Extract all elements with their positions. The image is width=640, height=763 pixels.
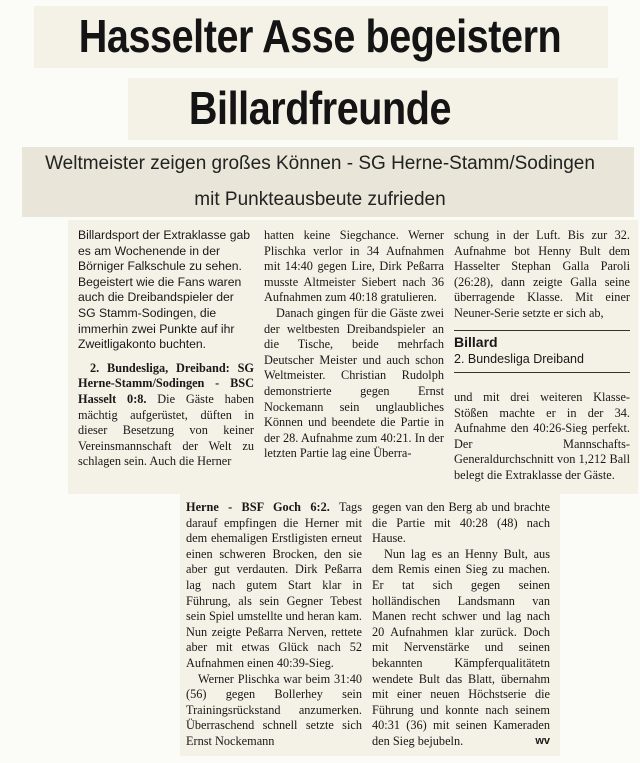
article-column-4 [186, 500, 362, 750]
author-signature: wv [535, 734, 550, 747]
subheadline-line-1: Weltmeister zeigen großes Können - SG Herne-Stamm/Sodingen [45, 153, 595, 174]
col3-paragraph-top: schung in der Luft. Bis zur 32. Aufnahme bot Henny Bult dem Hasselter Stephan Galla Paroli (26:28), dann zeigte Galla seine überragende Klasse. Mit einer Neuner-Serie setzte er sich ab, [454, 228, 630, 320]
col5-paragraph-2 [372, 547, 550, 750]
match-report-2-text: Tags darauf empfingen die Herner mit dem ehemaligen Erstligisten erneut einen schweren Brocken, den sie aber gut verdauten. Dirk Peßarra lag nach gutem Start klar in Führung, als sein Gegner Tebest sein Spiel umstellte und heran kam. Nun zeigte Peßarra Nerven, rettete aber mit etwas Glück nach 52 Aufnahmen einen 40:39-Sieg. [186, 500, 362, 670]
col2-paragraph-2: Danach gingen für die Gäste zwei der weltbesten Dreibandspieler an die Tische, beide mehrfach Deutscher Meister und auch schon Weltmeister. Christian Rudolph demonstrierte gegen Ernst Nockemann sein unglaubliches Können und beendete die Partie in der 28. Aufnahme zum 40:21. In der letzten Partie lag eine Überra- [264, 305, 444, 461]
match-result-hasselt: 2. Bundesliga, Dreiband: SG Herne-Stamm/Sodingen - BSC Hasselt 0:8. [78, 360, 254, 406]
match-result-goch: Herne - BSF Goch 6:2. [186, 500, 330, 514]
col2-paragraph-1: hatten keine Siegchance. Werner Plischka verlor in 34 Aufnahmen mit 14:40 gegen Lire, Dirk Peßarra musste Altmeister Siebert nach 36 Aufnahmen zum 40:18 gratulieren. [264, 228, 444, 305]
subheadline-line-2: mit Punkteausbeute zufrieden [194, 189, 446, 210]
article-column-2 [264, 228, 444, 462]
col5-paragraph-1: gegen van den Berg ab und brachte die Partie mit 40:28 (48) nach Hause. [372, 500, 550, 546]
rubric-divider-top [454, 330, 630, 331]
rubric-title: Billard [454, 334, 498, 350]
match-report-1 [78, 361, 254, 470]
match-report-2 [186, 500, 362, 672]
match-report-1-text: Die Gäste haben mächtig aufgerüstet, düften in dieser Besetzung von keiner Vereinsmannschaft der Welt zu schlagen sein. Auch die Herner [78, 391, 254, 469]
col5-paragraph-2-text: Nun lag es an Henny Bult, aus dem Remis einen Sieg zu machen. Er tat sich gegen seinen holländischen Landsmann van Manen recht schwer und lag nach 20 Aufnahmen klar zurück. Doch mit Nervenstärke und seinen bekannten Kämpferqualitätetn wendete Bult das Blatt, übernahm mit einer neuen Höchstserie die Führung und konnte nach seinem 40:31 (36) mit seinen Kameraden den Sieg bejubeln. [372, 546, 550, 748]
article-column-1 [78, 228, 254, 470]
col4-paragraph-2: Werner Plischka war beim 31:40 (56) gegen Bollerhey sein Trainingsrückstand anzumerken. Überraschend schnell setzte sich Ernst Nockemann [186, 671, 362, 748]
article-column-5 [372, 500, 550, 750]
headline-line-1: Hasselter Asse begeistern [78, 10, 562, 62]
headline-line-2: Billardfreunde [188, 82, 452, 134]
col3-paragraph-bottom: und mit drei weiteren Klasse-Stößen machte er in der 34. Aufnahme den 40:26-Sieg perfekt. Der Mannschafts-Generaldurchschnitt von 1,212 Ball belegt die Extraklasse der Gäste. [454, 390, 630, 482]
article-column-3-bottom [454, 390, 630, 484]
rubric-subtitle: 2. Bundesliga Dreiband [454, 352, 584, 366]
rubric-divider-bottom [454, 372, 630, 373]
article-column-3 [454, 228, 630, 322]
intro-paragraph: Billardsport der Extraklasse gab es am Wochenende in der Börniger Falkschule zu sehen. Begeistert wie die Fans waren auch die Dreibandspieler der SG Stamm-Sodingen, die immerhin zwei Punkte auf ihr Zweitligakonto buchten. [78, 228, 251, 352]
